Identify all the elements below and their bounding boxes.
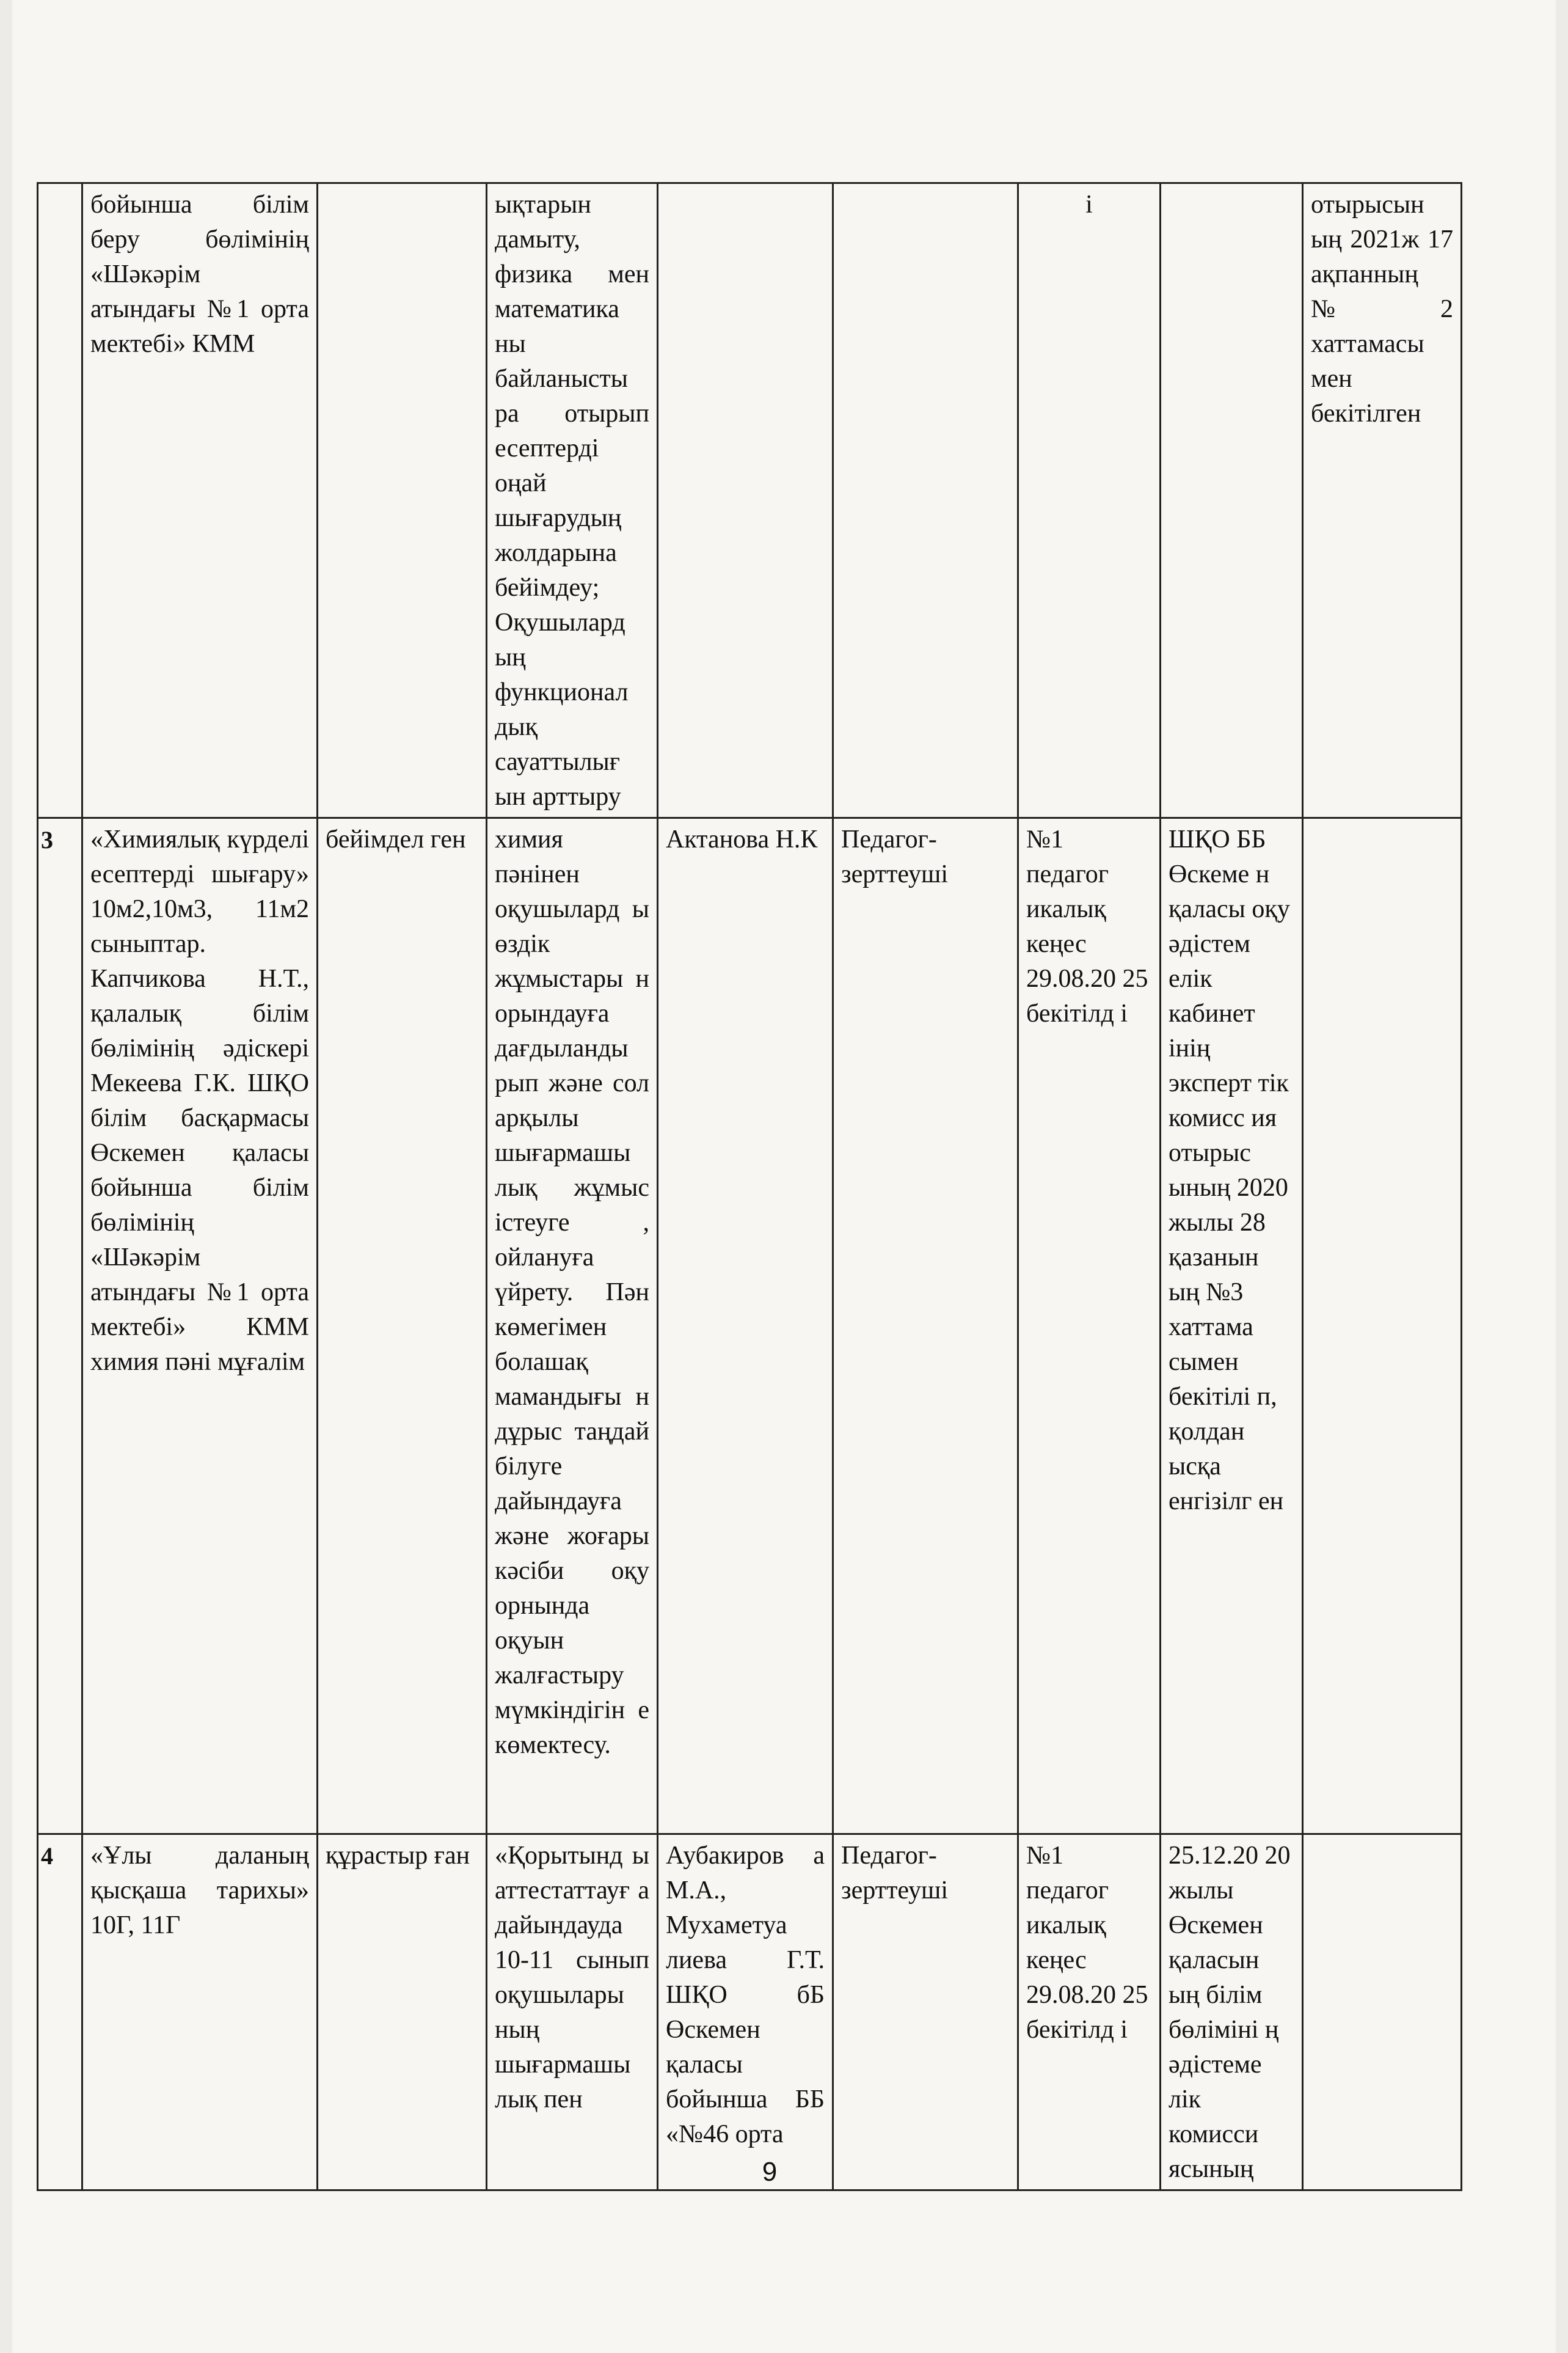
notes-cell: отырысын ың 2021ж 17 ақпанның №2 хаттамасы мен бекітілген [1303, 183, 1462, 818]
expert-approval-cell [1161, 183, 1303, 818]
program-goal-cell: «Қорытынд ы аттестаттауғ а дайындауда 10-11 сынып оқушылары ның шығармашы лық пен [487, 1834, 658, 2190]
notes-cell [1303, 818, 1462, 1834]
document-page [12, 0, 1556, 2353]
program-type-cell: бейімдел ген [318, 818, 487, 1834]
table-row [38, 1834, 1462, 2190]
expert-approval-cell: ШҚО ББ Өскеме н қаласы оқу әдістем елік кабинет інің эксперт тік комисс ия отырыс ының 2020 жылы 28 қазанын ың №3 хаттама сымен бекітілі п, қолдан ысқа енгізілг ен [1161, 818, 1303, 1834]
notes-cell [1303, 1834, 1462, 2190]
program-title-cell: бойынша білім беру бөлімінің «Шәкәрім атындағы №1 орта мектебі» КММ [82, 183, 318, 818]
row-number [38, 183, 82, 818]
row-number: 4 [38, 1834, 82, 2190]
author-cell: Аубакиров а М.А., Мухаметуа лиева Г.Т. ШҚО бБ Өскемен қаласы бойынша ББ «№46 орта [658, 1834, 833, 2190]
page-number: 9 [762, 2157, 778, 2187]
program-goal-cell: химия пәнінен оқушылард ы өздік жұмыстары н орындауға дағдыланды рып және сол арқылы шығармашы лық жұмыс істеуге , ойлануға үйрету. Пән көмегімен болашақ мамандығы н дұрыс таңдай білуге дайындауға және жоғары кәсіби оқу орнында оқуын жалғастыру мүмкіндігін е көмектесу. [487, 818, 658, 1834]
program-type-cell [318, 183, 487, 818]
expert-approval-cell: 25.12.20 20 жылы Өскемен қаласын ың білім бөлімінi ң әдістеме лік комисси ясының [1161, 1834, 1303, 2190]
author-category-cell: Педагог-зерттеуші [833, 818, 1018, 1834]
program-goal-cell: ықтарын дамыту, физика мен математика ны байланысты ра отырып есептерді оңай шығарудың жолдарына бейімдеу; Оқушылард ың функционал дық сауаттылығ ын арттыру [487, 183, 658, 818]
program-title-cell: «Ұлы даланың қысқаша тарихы» 10Г, 11Г [82, 1834, 318, 2190]
author-category-cell [833, 183, 1018, 818]
program-title-cell: «Химиялық күрделі есептерді шығару» 10м2,10м3, 11м2 сыныптар. Капчикова Н.Т., қалалық білім бөлімінің әдіскері Мекеева Г.К. ШҚО білім басқармасы Өскемен қаласы бойынша білім бөлімінің «Шәкәрім атындағы №1 орта мектебі» КММ химия пәні мұғалім [82, 818, 318, 1834]
table-row [38, 818, 1462, 1834]
school-approval-cell: №1 педагог икалық кеңес 29.08.20 25 бекітілд і [1018, 818, 1161, 1834]
program-type-cell: құрастыр ған [318, 1834, 487, 2190]
author-cell [658, 183, 833, 818]
school-approval-cell: №1 педагог икалық кеңес 29.08.20 25 бекітілд і [1018, 1834, 1161, 2190]
author-category-cell: Педагог-зерттеуші [833, 1834, 1018, 2190]
author-cell: Актанова Н.К [658, 818, 833, 1834]
programs-table [37, 182, 1462, 2191]
row-number: 3 [38, 818, 82, 1834]
school-approval-cell: і [1018, 183, 1161, 818]
table-row [38, 183, 1462, 818]
